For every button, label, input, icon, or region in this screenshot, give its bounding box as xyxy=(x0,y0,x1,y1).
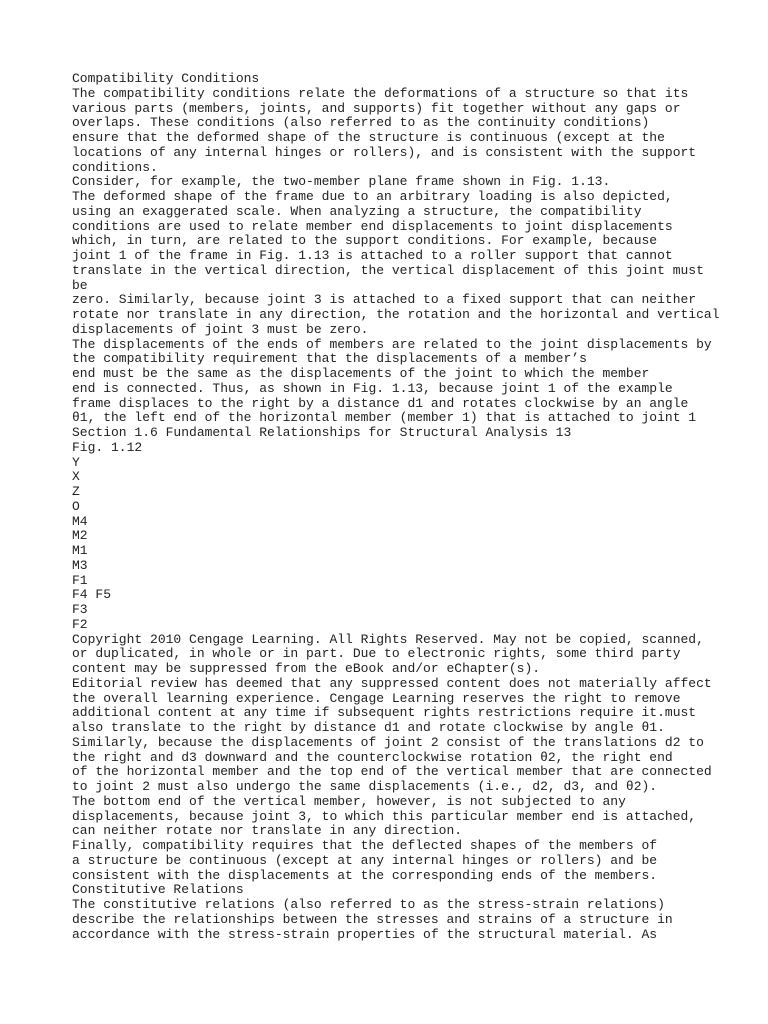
text-line: describe the relationships between the stresses and strains of a structure in xyxy=(72,911,673,927)
text-line: overlaps. These conditions (also referred to as the continuity conditions) xyxy=(72,115,650,131)
text-line: to joint 2 must also undergo the same displacements (i.e., d2, d3, and θ2). xyxy=(72,779,658,794)
text-line: the overall learning experience. Cengage Learning reserves the right to remove xyxy=(72,690,681,706)
text-line: the compatibility requirement that the displacements of a member’s xyxy=(72,351,587,367)
text-line: using an exaggerated scale. When analyzing a structure, the compatibility xyxy=(72,203,642,219)
text-line: M3 xyxy=(72,557,88,573)
text-line: M4 xyxy=(72,513,88,529)
text-line: Finally, compatibility requires that the deflected shapes of the members of xyxy=(72,838,658,853)
text-line: end is connected. Thus, as shown in Fig. 1.13, because joint 1 of the example xyxy=(72,380,673,396)
text-line: also translate to the right by distance d1 and rotate clockwise by angle θ1. xyxy=(72,720,665,735)
text-line: The displacements of the ends of members are related to the joint displacements by xyxy=(72,336,712,352)
text-line: F4 F5 xyxy=(72,587,112,603)
text-line: Consider, for example, the two-member plane frame shown in Fig. 1.13. xyxy=(72,174,611,190)
text-line: locations of any internal hinges or rollers), and is consistent with the support xyxy=(72,144,697,160)
text-line: Copyright 2010 Cengage Learning. All Rights Reserved. May not be copied, scanned, xyxy=(72,631,704,647)
text-line: of the horizontal member and the top end of the vertical member that are connected xyxy=(72,764,712,780)
text-line: Section 1.6 Fundamental Relationships for Structural Analysis 13 xyxy=(72,425,572,440)
text-line: content may be suppressed from the eBook and/or eChapter(s). xyxy=(72,661,541,676)
text-line: M2 xyxy=(72,528,88,544)
text-line: which, in turn, are related to the support conditions. For example, because xyxy=(72,233,658,249)
text-line: The deformed shape of the frame due to an arbitrary loading is also depicted, xyxy=(72,189,673,204)
text-line: additional content at any time if subsequent rights restrictions require it.must xyxy=(72,705,697,721)
text-line: F2 xyxy=(72,616,88,632)
text-line: the right and d3 downward and the counterclockwise rotation θ2, the right end xyxy=(72,749,673,765)
text-line: be xyxy=(72,277,88,293)
text-line: F3 xyxy=(72,602,88,617)
text-line: joint 1 of the frame in Fig. 1.13 is attached to a roller support that cannot xyxy=(72,248,673,263)
text-line: Constitutive Relations xyxy=(72,882,244,898)
text-line: O xyxy=(72,498,80,514)
text-line: The constitutive relations (also referred to as the stress-strain relations) xyxy=(72,897,665,912)
document-text xyxy=(72,72,762,942)
text-line: The bottom end of the vertical member, however, is not subjected to any xyxy=(72,793,626,809)
text-line: Z xyxy=(72,484,80,499)
text-line: θ1, the left end of the horizontal member (member 1) that is attached to joint 1 xyxy=(72,410,697,426)
text-line: The compatibility conditions relate the deformations of a structure so that its xyxy=(72,85,689,101)
text-line: frame displaces to the right by a distance d1 and rotates clockwise by an angle xyxy=(72,395,689,411)
text-line: translate in the vertical direction, the vertical displacement of this joint must xyxy=(72,262,704,278)
text-line: can neither rotate nor translate in any direction. xyxy=(72,823,463,839)
text-line: various parts (members, joints, and supports) fit together without any gaps or xyxy=(72,100,681,116)
text-line: displacements of joint 3 must be zero. xyxy=(72,321,369,337)
text-line: Compatibility Conditions xyxy=(72,71,260,86)
text-line: Fig. 1.12 xyxy=(72,439,143,455)
text-line: ensure that the deformed shape of the structure is continuous (except at the xyxy=(72,130,665,145)
text-line: rotate nor translate in any direction, the rotation and the horizontal and vertical xyxy=(72,307,720,322)
text-line: conditions. xyxy=(72,159,158,175)
text-line: end must be the same as the displacements of the joint to which the member xyxy=(72,366,650,381)
text-line: Y xyxy=(72,454,80,470)
text-line: conditions are used to relate member end displacements to joint displacements xyxy=(72,218,673,234)
text-line: accordance with the stress-strain properties of the structural material. As xyxy=(72,926,658,942)
text-line: Editorial review has deemed that any suppressed content does not materially affect xyxy=(72,675,712,691)
text-line: X xyxy=(72,469,80,485)
text-line: displacements, because joint 3, to which this particular member end is attached, xyxy=(72,808,697,824)
text-line: F1 xyxy=(72,572,88,588)
text-line: consistent with the displacements at the corresponding ends of the members. xyxy=(72,867,658,883)
text-line: zero. Similarly, because joint 3 is attached to a fixed support that can neither xyxy=(72,292,697,308)
text-line: or duplicated, in whole or in part. Due to electronic rights, some third party xyxy=(72,646,681,662)
text-line: Similarly, because the displacements of joint 2 consist of the translations d2 to xyxy=(72,734,704,750)
text-line: a structure be continuous (except at any internal hinges or rollers) and be xyxy=(72,852,658,868)
text-line: M1 xyxy=(72,543,88,558)
